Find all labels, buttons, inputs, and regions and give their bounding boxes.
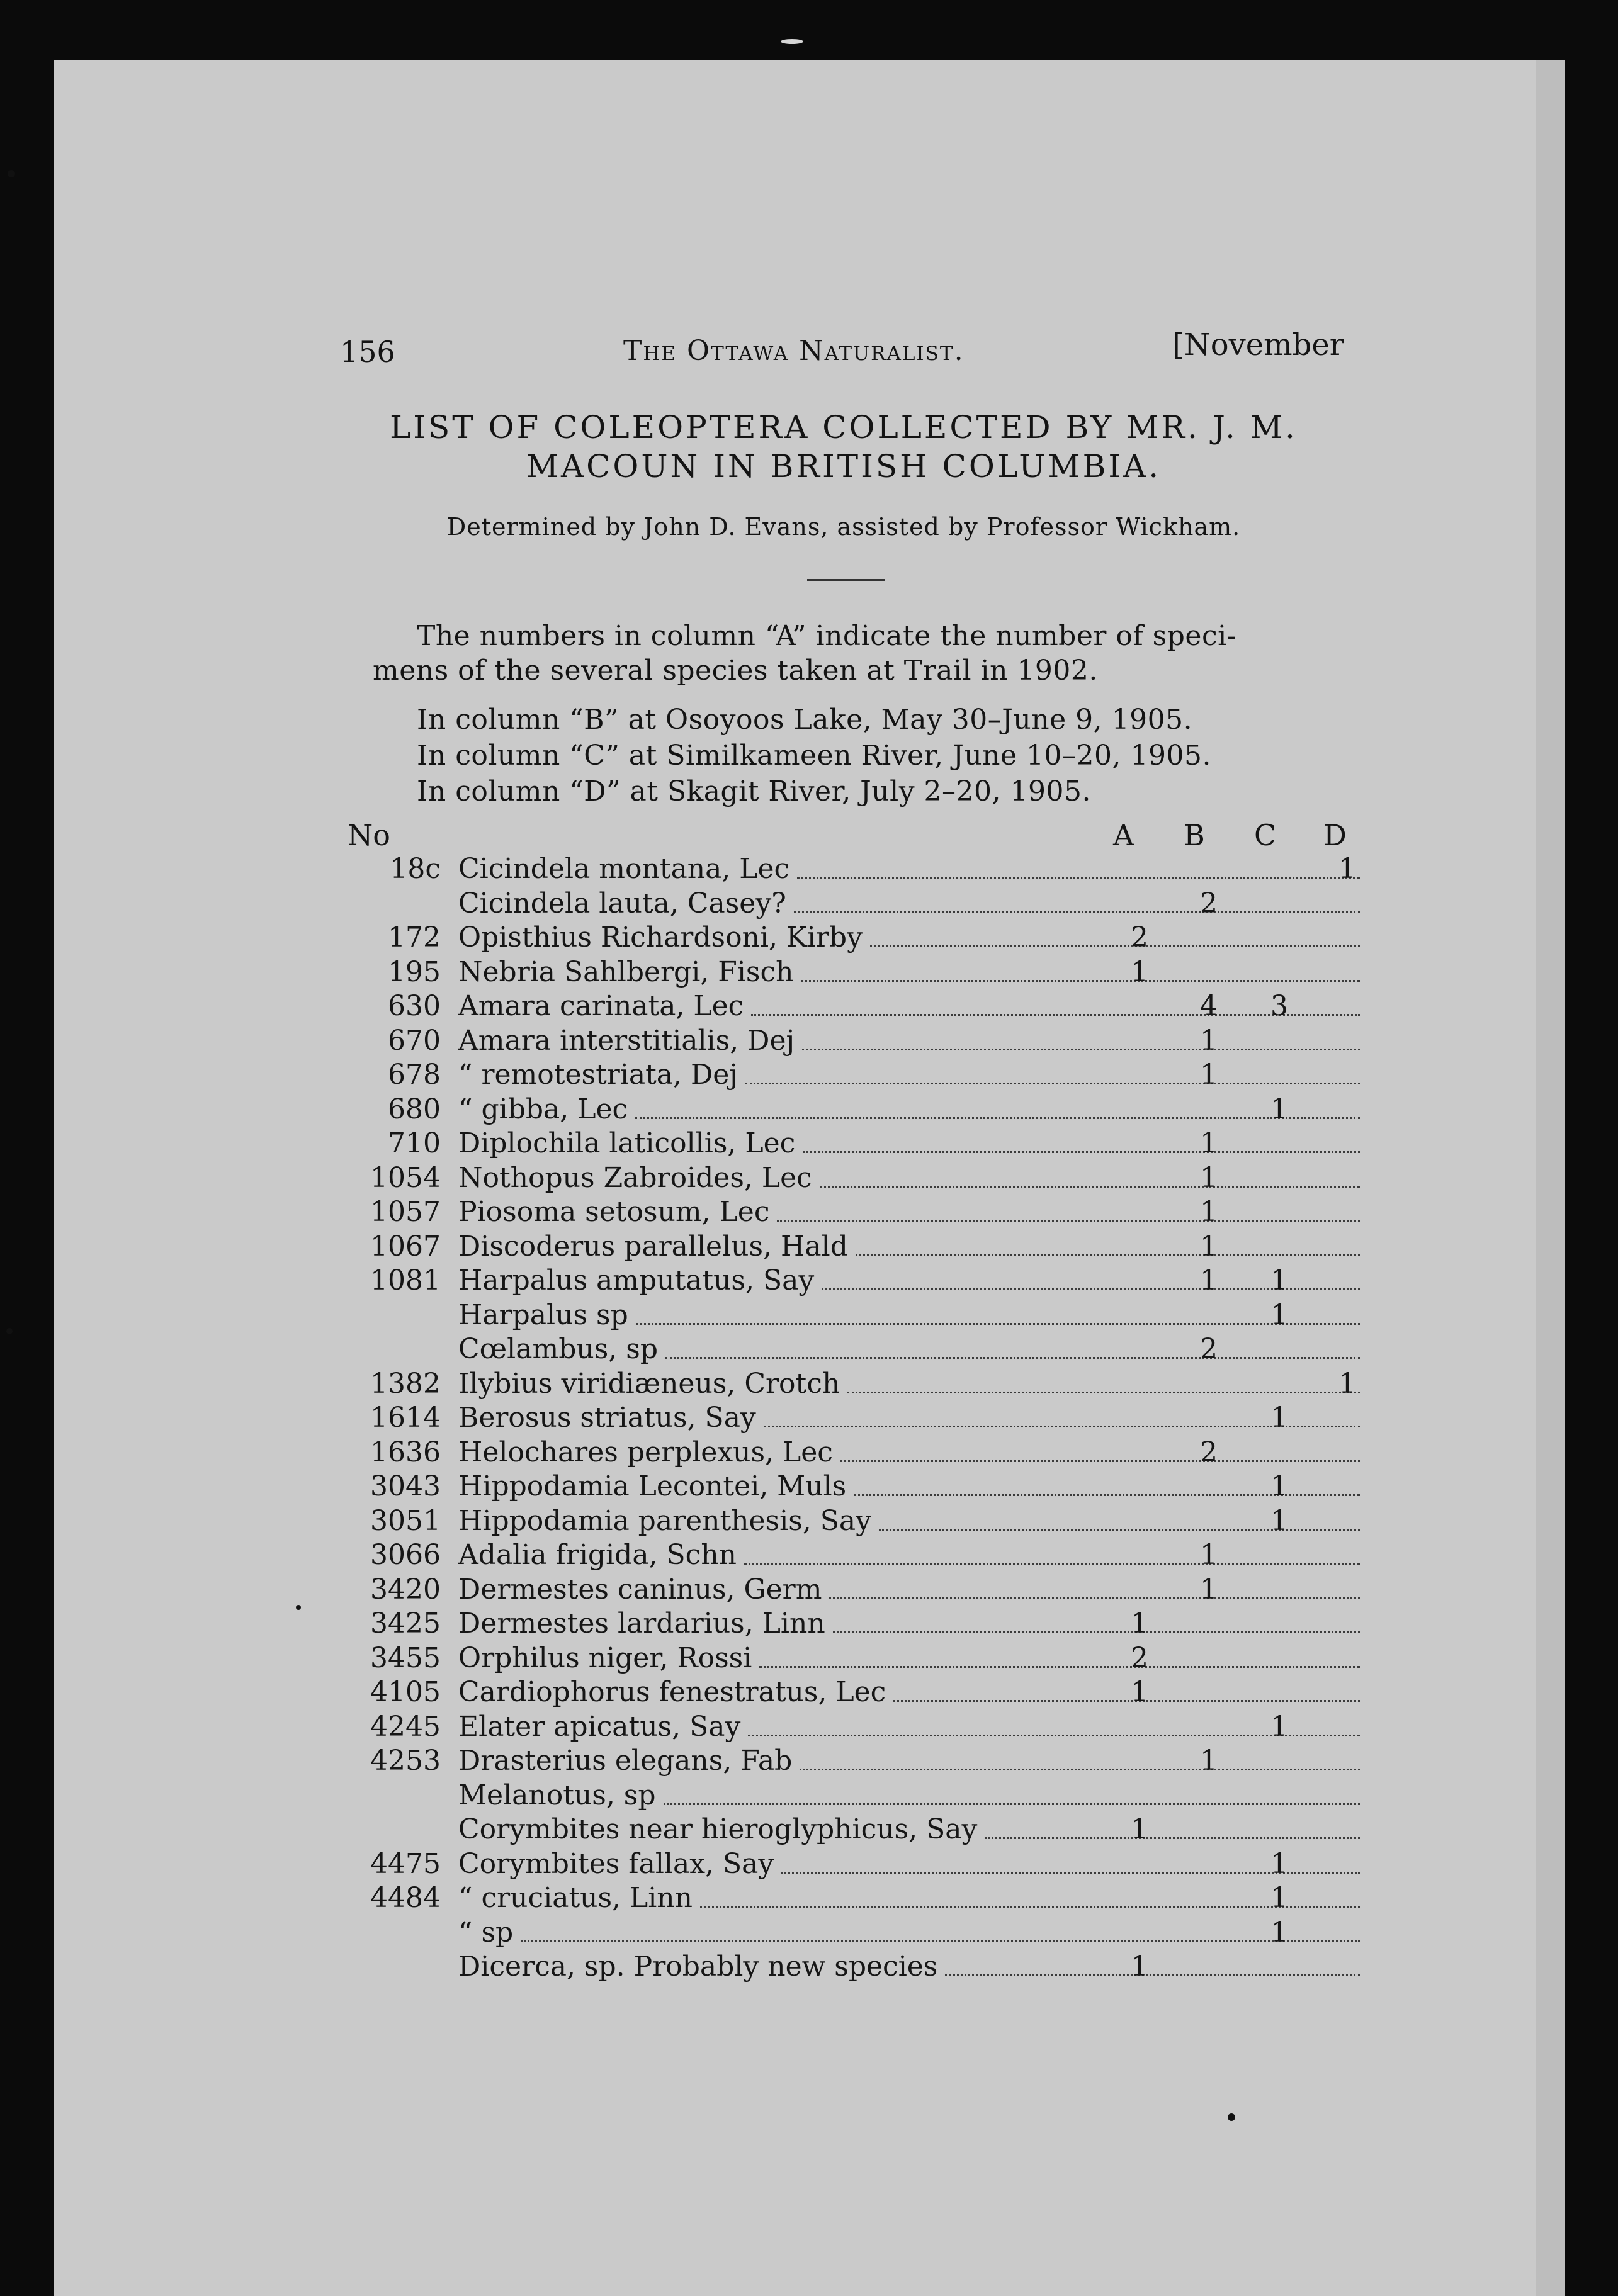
- scan-speck: [1228, 2113, 1235, 2121]
- count-d: 1: [1338, 853, 1356, 885]
- catalogue-number: 18c: [390, 853, 441, 885]
- catalogue-number: 4245: [370, 1711, 441, 1743]
- species-name: Amara carinata, Lec: [458, 990, 744, 1022]
- species-name: Ilybius viridiæneus, Crotch: [458, 1368, 840, 1400]
- species-name: “ sp: [458, 1916, 514, 1949]
- header-b: B: [1184, 818, 1205, 852]
- leader-dots: [840, 1460, 1360, 1462]
- leader-dots: [664, 1803, 1360, 1805]
- count-b: 1: [1200, 1264, 1218, 1297]
- count-b: 1: [1200, 1059, 1218, 1091]
- table-row: [0, 1025, 1511, 1059]
- catalogue-number: 670: [388, 1025, 441, 1057]
- species-name: Cicindela montana, Lec: [458, 853, 790, 885]
- table-row: [0, 1264, 1511, 1298]
- leader-dots: [800, 1769, 1360, 1770]
- catalogue-number: 3051: [370, 1505, 441, 1537]
- table-row: [0, 1230, 1511, 1264]
- species-name: Nothopus Zabroides, Lec: [458, 1162, 812, 1194]
- count-b: 2: [1200, 1333, 1218, 1365]
- species-name: Corymbites fallax, Say: [458, 1848, 774, 1880]
- intro-line: mens of the several species taken at Trail in 1902.: [373, 655, 1098, 687]
- count-c: 1: [1270, 1711, 1288, 1743]
- count-a: 1: [1131, 1607, 1148, 1640]
- count-b: 2: [1200, 887, 1218, 920]
- count-a: 2: [1131, 921, 1148, 954]
- leader-dots: [870, 945, 1360, 947]
- table-row: [0, 1573, 1511, 1607]
- table-row: [0, 1916, 1511, 1950]
- count-c: 1: [1270, 1848, 1288, 1880]
- scan-speck: [781, 39, 803, 44]
- catalogue-number: 1382: [370, 1368, 441, 1400]
- table-row: [0, 1505, 1511, 1539]
- table-row: [0, 1745, 1511, 1779]
- catalogue-number: 3425: [370, 1607, 441, 1640]
- catalogue-number: 630: [388, 990, 441, 1022]
- species-name: Helochares perplexus, Lec: [458, 1436, 833, 1468]
- leader-dots: [820, 1186, 1360, 1188]
- count-b: 2: [1200, 1436, 1218, 1468]
- table-row: [0, 1470, 1511, 1504]
- table-row: [0, 887, 1511, 921]
- count-b: 1: [1200, 1745, 1218, 1777]
- species-name: Harpalus sp: [458, 1299, 628, 1331]
- count-c: 3: [1270, 990, 1288, 1022]
- byline: Determined by John D. Evans, assisted by Professor Wickham.: [446, 513, 1241, 541]
- count-a: 2: [1131, 1642, 1148, 1674]
- table-row: [0, 1127, 1511, 1161]
- catalogue-number: 1054: [370, 1162, 441, 1194]
- species-name: “ remotestriata, Dej: [458, 1059, 738, 1091]
- species-name: Hippodamia parenthesis, Say: [458, 1505, 871, 1537]
- table-row: [0, 1539, 1511, 1573]
- species-name: Dermestes caninus, Germ: [458, 1573, 822, 1606]
- table-row: [0, 956, 1511, 990]
- leader-dots: [521, 1940, 1360, 1942]
- catalogue-number: 3420: [370, 1573, 441, 1606]
- table-row: [0, 1299, 1511, 1333]
- count-a: 1: [1131, 1676, 1148, 1708]
- species-name: Dicerca, sp. Probably new species: [458, 1950, 938, 1983]
- count-a: 1: [1131, 1813, 1148, 1845]
- species-name: Opisthius Richardsoni, Kirby: [458, 921, 863, 954]
- catalogue-number: 3455: [370, 1642, 441, 1674]
- header-d: D: [1323, 818, 1347, 852]
- species-name: Cardiophorus fenestratus, Lec: [458, 1676, 886, 1708]
- table-row: [0, 990, 1511, 1024]
- leader-dots: [744, 1563, 1360, 1565]
- page-gutter: [1536, 60, 1565, 2296]
- table-row: [0, 1059, 1511, 1093]
- catalogue-number: 1067: [370, 1230, 441, 1263]
- table-row: [0, 1402, 1511, 1436]
- leader-dots: [856, 1254, 1360, 1256]
- title-rule: [807, 579, 885, 581]
- species-name: Dermestes lardarius, Linn: [458, 1607, 825, 1640]
- issue-month: [November: [1172, 327, 1344, 363]
- species-name: Cœlambus, sp: [458, 1333, 659, 1365]
- leader-dots: [745, 1083, 1360, 1084]
- species-name: Drasterius elegans, Fab: [458, 1745, 793, 1777]
- table-row: [0, 1093, 1511, 1127]
- leader-dots: [985, 1837, 1360, 1839]
- catalogue-number: 3043: [370, 1470, 441, 1502]
- table-row: [0, 1848, 1511, 1882]
- count-c: 1: [1270, 1402, 1288, 1434]
- leader-dots: [759, 1666, 1360, 1668]
- catalogue-number: 680: [388, 1093, 441, 1125]
- intro-column-d: In column “D” at Skagit River, July 2–20, 1905.: [417, 775, 1091, 808]
- table-row: [0, 1333, 1511, 1367]
- intro-column-c: In column “C” at Similkameen River, June 10–20, 1905.: [417, 740, 1211, 772]
- count-a: 1: [1131, 956, 1148, 988]
- species-name: Piosoma setosum, Lec: [458, 1196, 770, 1228]
- leader-dots: [847, 1392, 1360, 1393]
- count-c: 1: [1270, 1505, 1288, 1537]
- species-name: Diplochila laticollis, Lec: [458, 1127, 796, 1159]
- table-row: [0, 853, 1511, 887]
- species-name: “ gibba, Lec: [458, 1093, 628, 1125]
- table-row: [0, 1779, 1511, 1813]
- journal-title: The Ottawa Naturalist.: [623, 335, 965, 367]
- header-c: C: [1254, 818, 1277, 852]
- leader-dots: [636, 1323, 1360, 1325]
- leader-dots: [802, 1049, 1360, 1050]
- count-b: 1: [1200, 1127, 1218, 1159]
- leader-dots: [803, 1151, 1360, 1153]
- species-name: “ cruciatus, Linn: [458, 1882, 693, 1914]
- leader-dots: [797, 877, 1360, 879]
- count-c: 1: [1270, 1916, 1288, 1949]
- catalogue-number: 172: [388, 921, 441, 954]
- species-name: Orphilus niger, Rossi: [458, 1642, 752, 1674]
- catalogue-number: 4253: [370, 1745, 441, 1777]
- count-d: 1: [1338, 1368, 1356, 1400]
- catalogue-number: 3066: [370, 1539, 441, 1571]
- count-b: 1: [1200, 1539, 1218, 1571]
- count-b: 1: [1200, 1025, 1218, 1057]
- catalogue-number: 1636: [370, 1436, 441, 1468]
- table-row: [0, 1368, 1511, 1402]
- count-b: 1: [1200, 1162, 1218, 1194]
- table-row: [0, 1436, 1511, 1470]
- species-name: Melanotus, sp: [458, 1779, 656, 1811]
- article-title-line1: LIST OF COLEOPTERA COLLECTED BY MR. J. M.: [390, 409, 1298, 446]
- article-title-line2: MACOUN IN BRITISH COLUMBIA.: [526, 448, 1162, 485]
- table-row: [0, 1607, 1511, 1641]
- species-name: Adalia frigida, Schn: [458, 1539, 737, 1571]
- species-name: Amara interstitialis, Dej: [458, 1025, 795, 1057]
- leader-dots: [635, 1117, 1360, 1119]
- leader-dots: [833, 1631, 1360, 1633]
- count-c: 1: [1270, 1264, 1288, 1297]
- count-a: 1: [1131, 1950, 1148, 1983]
- table-row: [0, 921, 1511, 955]
- species-name: Corymbites near hieroglyphicus, Say: [458, 1813, 978, 1845]
- species-name: Discoderus parallelus, Hald: [458, 1230, 848, 1263]
- table-row: [0, 1813, 1511, 1847]
- catalogue-number: 4484: [370, 1882, 441, 1914]
- species-name: Nebria Sahlbergi, Fisch: [458, 956, 794, 988]
- count-c: 1: [1270, 1299, 1288, 1331]
- count-b: 4: [1200, 990, 1218, 1022]
- page-number: 156: [340, 335, 395, 369]
- catalogue-number: 710: [388, 1127, 441, 1159]
- species-name: Cicindela lauta, Casey?: [458, 887, 786, 920]
- catalogue-number: 1057: [370, 1196, 441, 1228]
- leader-dots: [665, 1357, 1360, 1359]
- leader-dots: [801, 980, 1360, 982]
- species-name: Harpalus amputatus, Say: [458, 1264, 815, 1297]
- species-name: Hippodamia Lecontei, Muls: [458, 1470, 847, 1502]
- catalogue-number: 1614: [370, 1402, 441, 1434]
- species-name: Berosus striatus, Say: [458, 1402, 756, 1434]
- table-row: [0, 1676, 1511, 1710]
- table-row: [0, 1196, 1511, 1230]
- catalogue-number: 1081: [370, 1264, 441, 1297]
- binding-edge: [1565, 60, 1570, 2296]
- count-b: 1: [1200, 1573, 1218, 1606]
- count-c: 1: [1270, 1882, 1288, 1914]
- catalogue-number: 4105: [370, 1676, 441, 1708]
- intro-line: The numbers in column “A” indicate the number of speci-: [417, 620, 1237, 652]
- table-row: [0, 1162, 1511, 1196]
- header-a: A: [1113, 818, 1134, 852]
- table-row: [0, 1950, 1511, 1984]
- table-row: [0, 1642, 1511, 1676]
- leader-dots: [794, 911, 1360, 913]
- leader-dots: [777, 1220, 1360, 1222]
- catalogue-number: 4475: [370, 1848, 441, 1880]
- count-c: 1: [1270, 1470, 1288, 1502]
- leader-dots: [829, 1597, 1360, 1599]
- table-row: [0, 1882, 1511, 1916]
- catalogue-number: 195: [388, 956, 441, 988]
- leader-dots: [945, 1974, 1360, 1976]
- species-name: Elater apicatus, Say: [458, 1711, 741, 1743]
- scan-speck: [8, 170, 15, 177]
- intro-column-b: In column “B” at Osoyoos Lake, May 30–June 9, 1905.: [417, 704, 1193, 736]
- catalogue-number: 678: [388, 1059, 441, 1091]
- count-c: 1: [1270, 1093, 1288, 1125]
- count-b: 1: [1200, 1230, 1218, 1263]
- header-no: No: [348, 818, 390, 852]
- table-row: [0, 1711, 1511, 1745]
- leader-dots: [700, 1906, 1360, 1908]
- count-b: 1: [1200, 1196, 1218, 1228]
